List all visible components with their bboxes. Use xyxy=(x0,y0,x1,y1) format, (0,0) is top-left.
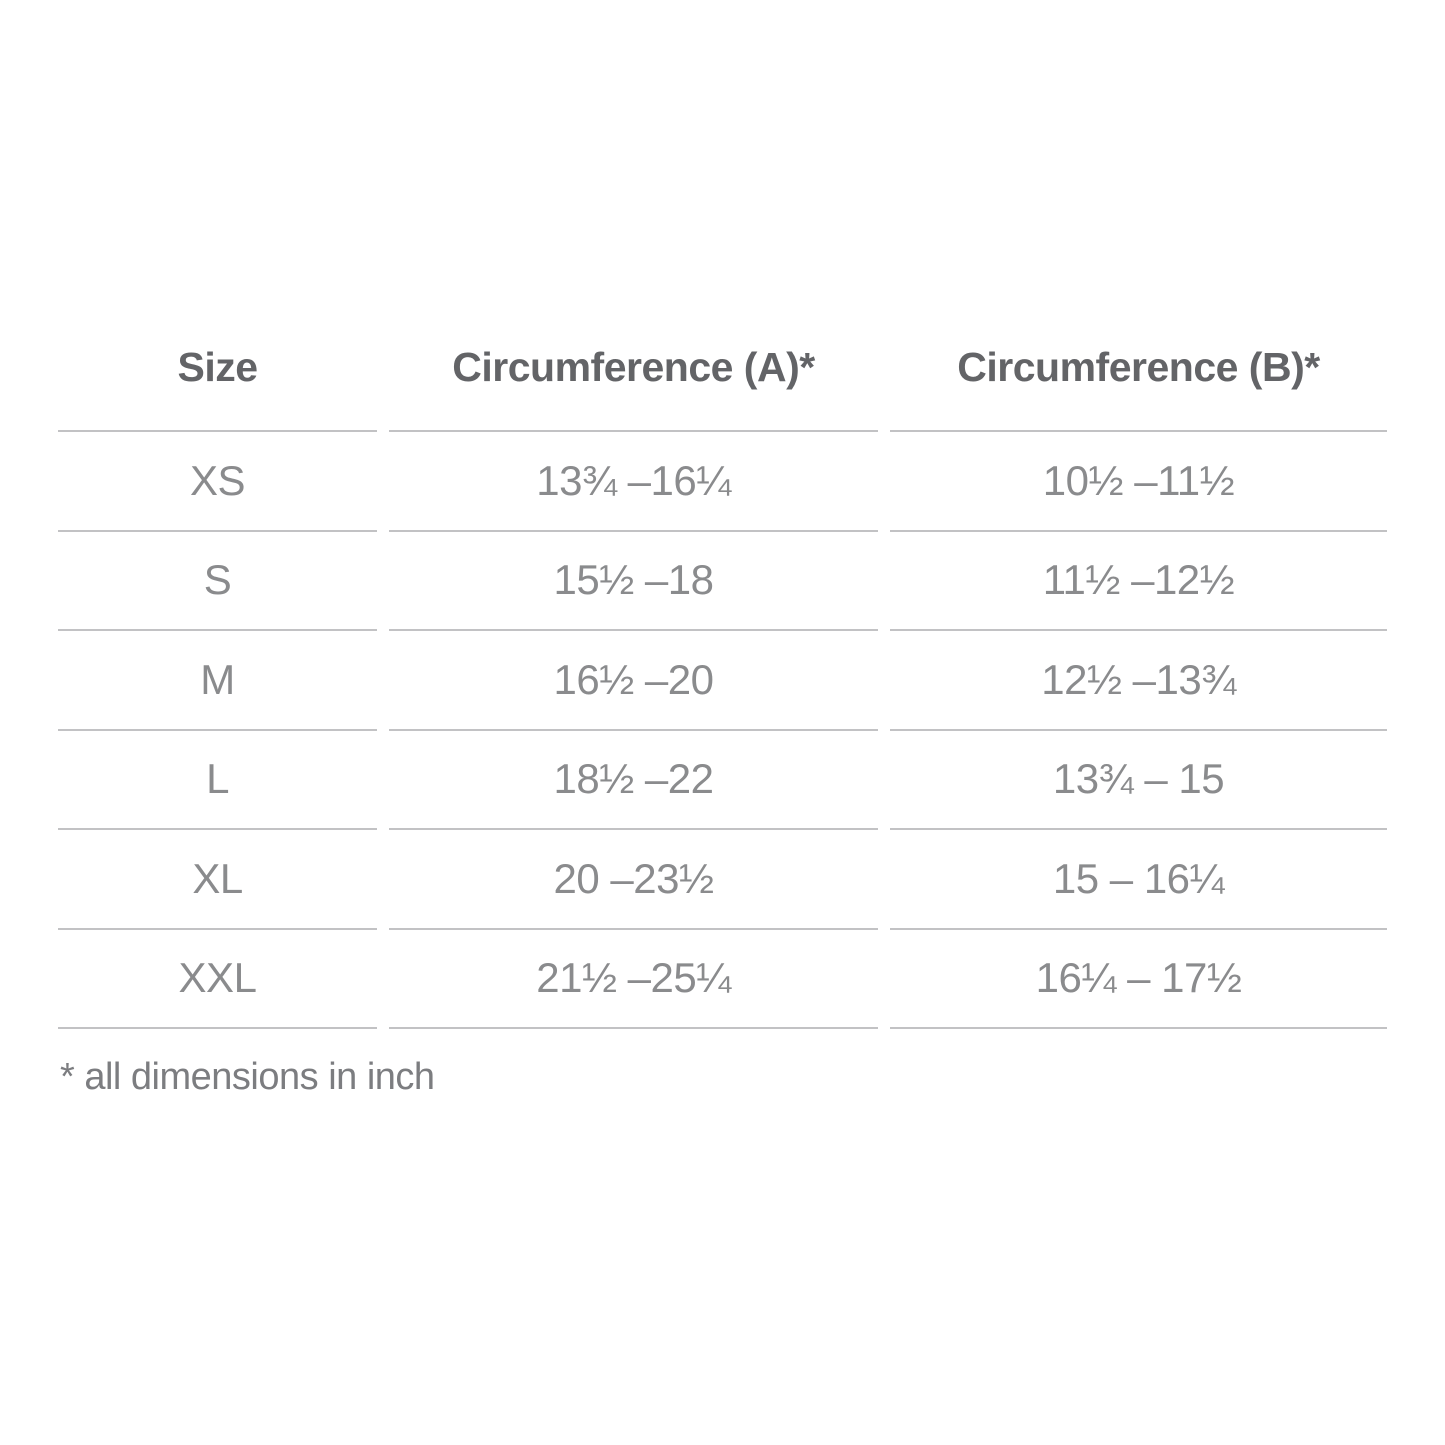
column-header-circumference-b: Circumference (B)* xyxy=(890,304,1387,432)
circumference-b-cell: 13¾ – 15 xyxy=(890,731,1387,831)
size-chart-table xyxy=(58,304,1387,1029)
circumference-b-cell: 10½ –11½ xyxy=(890,432,1387,532)
circumference-a-cell: 21½ –25¼ xyxy=(389,930,878,1030)
size-cell: S xyxy=(58,532,377,632)
size-cell: M xyxy=(58,631,377,731)
circumference-b-cell: 11½ –12½ xyxy=(890,532,1387,632)
circumference-b-cell: 15 – 16¼ xyxy=(890,830,1387,930)
circumference-a-cell: 16½ –20 xyxy=(389,631,878,731)
size-cell: XL xyxy=(58,830,377,930)
circumference-b-cell: 12½ –13¾ xyxy=(890,631,1387,731)
dimensions-footnote: * all dimensions in inch xyxy=(60,1056,435,1098)
column-header-size: Size xyxy=(58,304,377,432)
column-header-circumference-a: Circumference (A)* xyxy=(389,304,878,432)
circumference-a-cell: 15½ –18 xyxy=(389,532,878,632)
size-cell: XS xyxy=(58,432,377,532)
circumference-a-cell: 20 –23½ xyxy=(389,830,878,930)
circumference-a-cell: 13¾ –16¼ xyxy=(389,432,878,532)
circumference-a-cell: 18½ –22 xyxy=(389,731,878,831)
size-cell: XXL xyxy=(58,930,377,1030)
circumference-b-cell: 16¼ – 17½ xyxy=(890,930,1387,1030)
size-cell: L xyxy=(58,731,377,831)
